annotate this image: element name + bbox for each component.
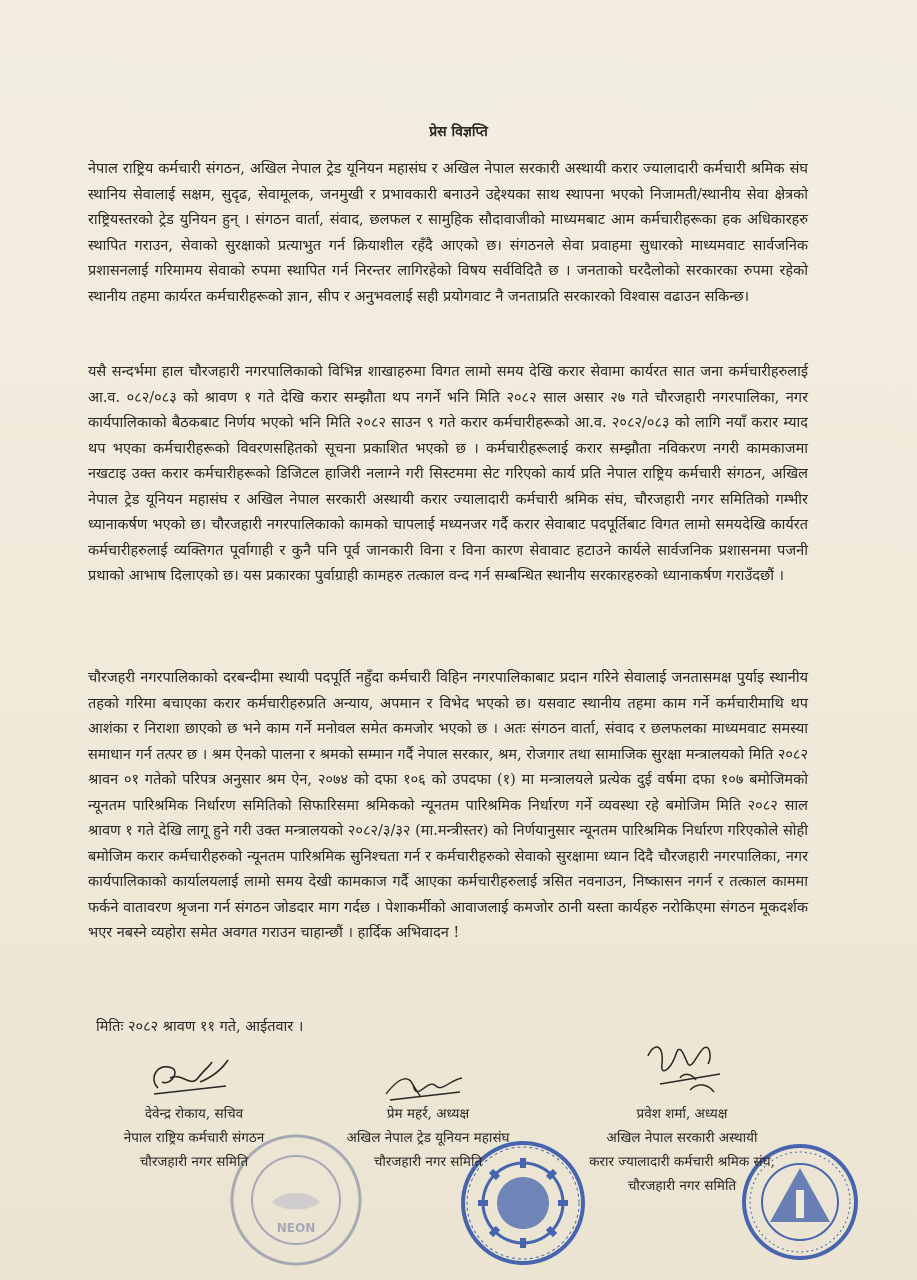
signatory-name: प्रवेश शर्मा, अध्यक्ष [636, 1106, 728, 1122]
paragraph-2: यसै सन्दर्भमा हाल चौरजहारी नगरपालिकाको विभिन्न शाखाहरुमा विगत लामो समय देखि करार सेवामा कार्यरत सात जना कर्मचारीहरुलाई आ.व. ०८२/०८३ को श्रावण १ गते देखि करार सम्झौता थप नगर्ने भनि मिति २०८२ साल असार २७ गते चौरजहारी नगरपालिका, नगर कार्यपालिकाको बैठकबाट निर्णय भएको भनि मिति २०८२ साउन ९ गते करार कर्मचारीहरूको आ.व. २०८२/०८३ को लागि नयाँ करार म्याद थप भएका कर्मचारीहरूको विवरणसहितको सूचना प्रकाशित भएको छ । कर्मचारीहरूलाई करार सम्झौता नविकरण नगरी कामकाजमा नखटाइ उक्त करार कर्मचारीहरूको डिजिटल हाजिरी नलाग्ने गरी सिस्टममा सेट गरिएको कार्य प्रति नेपाल राष्ट्रिय कर्मचारी संगठन, अखिल नेपाल ट्रेड यूनियन महासंघ र अखिल नेपाल सरकारी अस्थायी करार ज्यालादारी कर्मचारी श्रमिक संघ, चौरजहारी नगर समितिको गम्भीर ध्यानाकर्षण भएको छ। चौरजहारी नगरपालिकाको कामको चापलाई मध्यनजर गर्दै करार सेवाबाट पदपूर्तिबाट विगत लामो समयदेखि कार्यरत कर्मचारीहरुलाई व्यक्तिगत पूर्वागाही र कुनै पनि पूर्व जानकारी विना र विना कारण सेवावाट हटाउने कार्यले सार्वजनिक प्रशासनमा पजनी प्रथाको आभाष दिलाएको छ। यस प्रकारका पुर्वाग्राही कामहरु तत्काल वन्द गर्न सम्बन्धित स्थानीय सरकारहरुको ध्यानाकर्षण गराउँदछौं । [88, 364, 808, 584]
signature-3-icon [640, 1034, 730, 1104]
signatory-name: देवेन्द्र रोकाय, सचिव [144, 1106, 244, 1122]
signatory-1 [94, 1102, 294, 1174]
paragraph-3: चौरजहरी नगरपालिकाको दरबन्दीमा स्थायी पदपूर्ति नहुँदा कर्मचारी विहिन नगरपालिकाबाट प्रदान गरिने सेवालाई जनतासमक्ष पुर्याइ स्थानीय तहको गरिमा बचाएका करार कर्मचारीहरुप्रति अन्याय, अपमान र विभेद भएको छ। यसवाट स्थानीय तहमा काम गर्ने कर्मचारीमाथि थप आशंका र निराशा छाएको छ भने काम गर्ने मनोवल समेत कमजोर भएको छ । अतः संगठन वार्ता, संवाद र छलफलका माध्यमवाट समस्या समाधान गर्न तत्पर छ । श्रम ऐनको पालना र श्रमको सम्मान गर्दै नेपाल सरकार, श्रम, रोजगार तथा सामाजिक सुरक्षा मन्त्रालयको मिति २०८२ श्रावन ०१ गतेको परिपत्र अनुसार श्रम ऐन, २०७४ को दफा १०६ को उपदफा (१) मा मन्त्रालयले प्रत्येक दुई वर्षमा दफा १०७ बमोजिमको न्यूनतम पारिश्रमिक निर्धारण समितिको सिफारिसमा श्रमिकको न्यूनतम पारिश्रमिक निर्धारण गर्ने व्यवस्था रहे बमोजिम मिति २०८२ साल श्रावण १ गते देखि लागू हुने गरी उक्त मन्त्रालयको २०८२/३/३२ (मा.मन्त्रीस्तर) को निर्णयानुसार न्यूनतम पारिश्रमिक निर्धारण गरिएकोले सोही बमोजिम करार कर्मचारीहरुको न्यूनतम पारिश्रमिक सुनिश्चता गर्न र कर्मचारीहरुको सेवाको सुरक्षामा ध्यान दिदै चौरजहारी नगरपालिका, नगर कार्यपालिकाको कार्यालयलाई लामो समय देखी कामकाज गर्दै आएका कर्मचारीहरुलाई त्रसित नवनाउन, निष्कासन नगर्न र तत्काल काममा फर्कने वातावरण श्रृजना गर्न संगठन जोडदार माग गर्दछ । पेशाकर्मीको आवाजलाई कमजोर ठानी यस्ता कार्यहरु नरोकिएमा संगठन मूकदर्शक भएर नबस्ने व्यहोरा समेत अवगत गराउन चाहान्छौं । हार्दिक अभिवादन ! [88, 670, 808, 941]
signature-1-icon [140, 1048, 240, 1108]
signatory-org: अखिल नेपाल सरकारी अस्थायी [606, 1130, 758, 1146]
signatory-unit: चौरजहारी नगर समिति [373, 1154, 483, 1170]
signatory-2 [318, 1102, 538, 1174]
signatory-unit: चौरजहारी नगर समिति [139, 1154, 249, 1170]
signatory-org: अखिल नेपाल ट्रेड यूनियन महासंघ [346, 1130, 510, 1146]
signatory-org: नेपाल राष्ट्रिय कर्मचारी संगठन [123, 1130, 265, 1146]
paragraph-1: नेपाल राष्ट्रिय कर्मचारी संगठन, अखिल नेपाल ट्रेड यूनियन महासंघ र अखिल नेपाल सरकारी अस्थायी करार ज्यालादारी कर्मचारी श्रमिक संघ स्थानिय सेवालाई सक्षम, सुदृढ, सेवामूलक, जनमुखी र प्रभावकारी बनाउने उद्देश्यका साथ स्थापना भएको निजामती/स्थानीय सेवा क्षेत्रको राष्ट्रियस्तरको ट्रेड युनियन हुन् । संगठन वार्ता, संवाद, छलफल र सामुहिक सौदावाजीको माध्यमबाट आम कर्मचारीहरूका हक अधिकारहरु स्थापित गराउन, सेवाको सुरक्षाको प्रत्याभुत गर्न क्रियाशील रहँदै आएको छ। संगठनले सेवा प्रवाहमा सुधारको माध्यमवाट सार्वजनिक प्रशासनलाई गरिमामय सेवाको रुपमा स्थापित गर्न निरन्तर लागिरहेको विषय सर्वविदितै छ । जनताको घरदैलोको सरकारका रुपमा रहेको स्थानीय तहमा कार्यरत कर्मचारीहरूको ज्ञान, सीप र अनुभवलाई सही प्रयोगवाट नै जनताप्रति सरकारको विश्वास वढाउन सकिन्छ। [88, 161, 808, 305]
seal-neon-text: NEON [276, 1221, 316, 1235]
date-line: मितिः २०८२ श्रावण ११ गते, आईतवार । [96, 1019, 304, 1035]
signature-2-icon [380, 1066, 470, 1106]
signatory-unit: चौरजहारी नगर समिति [627, 1178, 737, 1194]
signatory-3 [572, 1102, 792, 1198]
page-title: प्रेस विज्ञप्ति [429, 124, 488, 140]
signatory-org-2: करार ज्यालादारी कर्मचारी श्रमिक संघ, [589, 1154, 775, 1170]
signatory-name: प्रेम महर्र, अध्यक्ष [386, 1106, 470, 1122]
